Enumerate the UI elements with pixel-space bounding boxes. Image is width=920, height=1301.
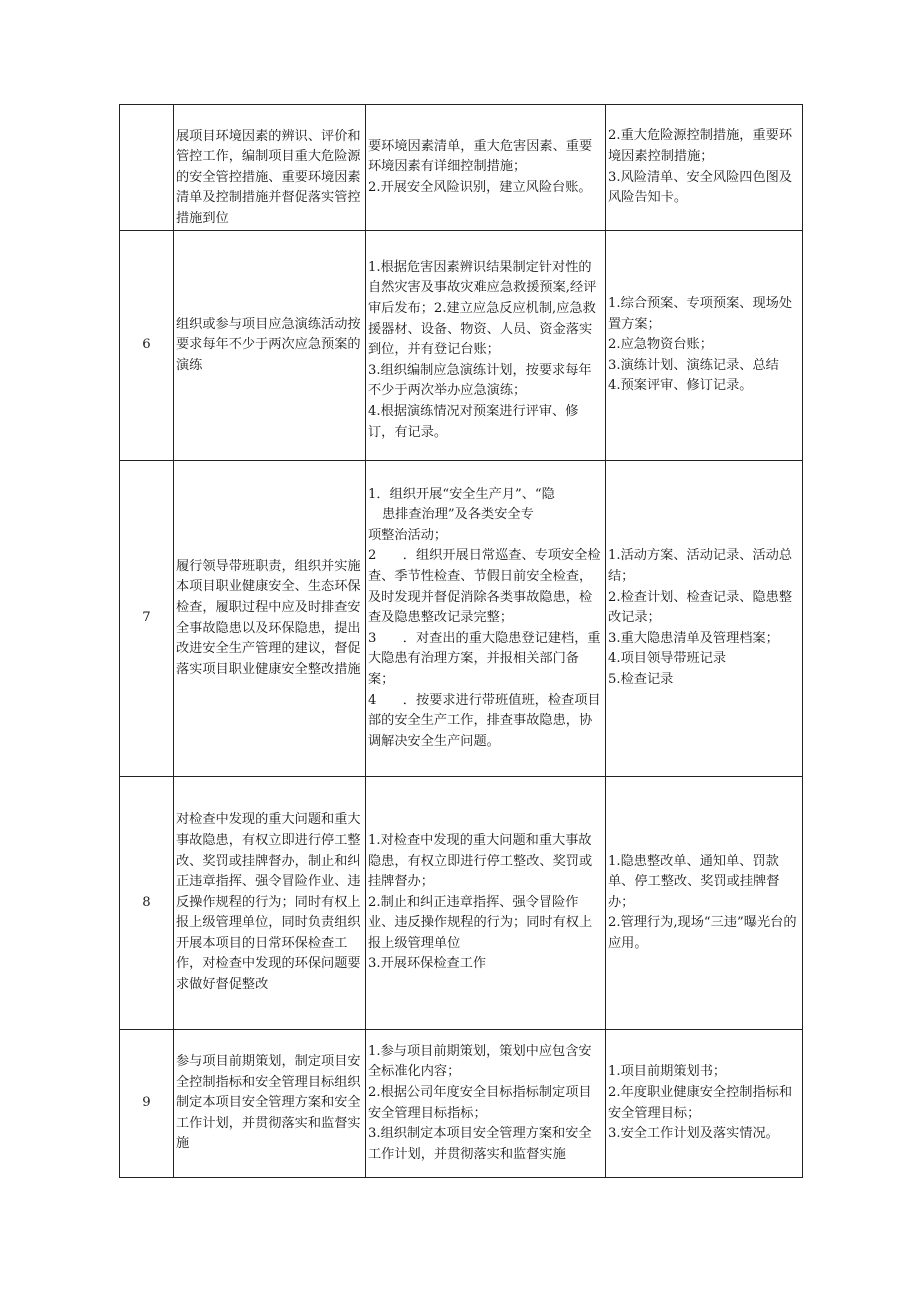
table-row — [120, 105, 803, 231]
duty-text: 对检查中发现的重大问题和重大事故隐患，有权立即进行停工整改、奖罚或挂牌督办，制止和纠正违章指挥、强令冒险作业、违反操作规程的行为；同时有权上报上级管理单位，同时负责组织开展本项目的日常环保检查工作，对检查中发现的环保问题要求做好督促整改 — [176, 812, 361, 993]
evidence-cell — [606, 461, 803, 777]
content-item: 2 ．组织开展日常巡查、专项安全检查、季节性检查、节假日前安全检查，及时发现并督促消除各类事故隐患，检查及隐患整改记录完整； — [368, 548, 601, 626]
row-number: 8 — [120, 777, 174, 1030]
evidence-item: 2.管理行为,现场“三违”曝光台的应用。 — [608, 915, 797, 951]
evidence-item: 2.检查计划、检查记录、隐患整改记录； — [608, 589, 793, 626]
content-item: 项整治活动； — [368, 527, 448, 543]
content-cell — [366, 461, 606, 777]
duty-text: 展项目环境因素的辨识、评价和管控工作，编制项目重大危险源的安全管控措施、重要环境因素清单及控制措施并督促落实管控措施到位 — [176, 128, 361, 226]
content-cell — [366, 231, 606, 461]
table-row — [120, 1030, 803, 1178]
duty-text: 履行领导带班职责，组织并实施本项目职业健康安全、生态环保检查，履职过程中应及时排查安全事故隐患以及环保隐患，提出改进安全生产管理的建议，督促落实项目职业健康安全整改措施 — [176, 558, 361, 677]
content-item: 4.根据演练情况对预案进行评审、修订，有记录。 — [368, 403, 579, 440]
duty-cell — [174, 231, 366, 461]
evidence-item: 2.应急物资台账； — [608, 337, 713, 353]
row-number: 7 — [120, 461, 174, 777]
table-row — [120, 461, 803, 777]
content-item: 1.根据危害因素辨识结果制定针对性的自然灾害及事故灾难应急救援预案,经评审后发布；2.建立应急反应机制,应急救援器材、设备、物资、人员、资金落实到位，并有登记台账； — [368, 259, 597, 358]
evidence-item: 5.检查记录 — [608, 671, 674, 687]
duty-text: 参与项目前期策划，制定项目安全控制指标和安全管理目标组织制定本项目安全管理方案和安全工作计划，并贯彻落实和监督实施 — [176, 1054, 361, 1152]
evidence-item: 3.风险清单、安全风险四色图及风险告知卡。 — [608, 169, 793, 206]
responsibility-table — [119, 104, 803, 1178]
evidence-item: 4.项目领导带班记录 — [608, 651, 727, 667]
content-item: 2.制止和纠正违章指挥、强令冒险作业、违反操作规程的行为；同时有权上报上级管理单位 — [368, 894, 593, 951]
evidence-item: 3.演练计划、演练记录、总结 — [608, 357, 779, 373]
evidence-cell — [606, 231, 803, 461]
evidence-item: 1.活动方案、活动记录、活动总结； — [608, 548, 793, 585]
row-number — [120, 105, 174, 231]
evidence-item: 3.安全工作计划及落实情况。 — [608, 1126, 779, 1142]
evidence-item: 2.重大危险源控制措施，重要环境因素控制措施； — [608, 128, 793, 164]
row-number: 9 — [120, 1030, 174, 1178]
content-cell — [366, 777, 606, 1030]
content-item: 1.参与项目前期策划，策划中应包含安全标准化内容； — [368, 1043, 592, 1080]
content-item: 4 ．按要求进行带班值班，检查项目部的安全生产工作，排查事故隐患，协调解决安全生产问题。 — [368, 692, 601, 749]
content-item: 患排查治理”及各类安全专 — [382, 507, 534, 523]
evidence-cell — [606, 105, 803, 231]
content-item: 2.开展安全风险识别，建立风险台账。 — [368, 179, 592, 195]
evidence-item: 3.重大隐患清单及管理档案； — [608, 630, 779, 646]
content-item: 1.对检查中发现的重大问题和重大事故隐患，有权立即进行停工整改、奖罚或挂牌督办； — [368, 832, 593, 890]
evidence-cell — [606, 1030, 803, 1178]
content-cell — [366, 1030, 606, 1178]
evidence-item: 1.综合预案、专项预案、现场处置方案； — [608, 296, 793, 332]
duty-cell — [174, 777, 366, 1030]
evidence-cell — [606, 777, 803, 1030]
content-item: 2.根据公司年度安全目标指标制定项目安全管理目标指标； — [368, 1084, 592, 1121]
duty-cell — [174, 1030, 366, 1178]
evidence-item: 1.项目前期策划书； — [608, 1064, 727, 1080]
evidence-item: 2.年度职业健康安全控制指标和安全管理目标； — [608, 1084, 793, 1121]
table-row — [120, 231, 803, 461]
content-item: 3.组织制定本项目安全管理方案和安全工作计划，并贯彻落实和监督实施 — [368, 1126, 592, 1162]
evidence-item: 4.预案评审、修订记录。 — [608, 378, 753, 394]
row-number: 6 — [120, 231, 174, 461]
content-item: 3.组织编制应急演练计划，按要求每年不少于两次举办应急演练； — [368, 362, 592, 399]
table-row — [120, 777, 803, 1030]
content-item: 3.开展环保检查工作 — [368, 956, 487, 972]
evidence-item: 1.隐患整改单、通知单、罚款单、停工整改、奖罚或挂牌督办； — [608, 853, 780, 910]
content-item: 1．组织开展“安全生产月”、“隐 — [368, 486, 555, 502]
duty-text: 组织或参与项目应急演练活动按要求每年不少于两次应急预案的演练 — [176, 316, 361, 373]
duty-cell — [174, 461, 366, 777]
duty-cell — [174, 105, 366, 231]
content-item: 要环境因素清单，重大危害因素、重要环境因素有详细控制措施； — [368, 138, 593, 175]
content-item: 3 ．对查出的重大隐患登记建档，重大隐患有治理方案，并报相关部门备案； — [368, 630, 601, 687]
content-cell — [366, 105, 606, 231]
